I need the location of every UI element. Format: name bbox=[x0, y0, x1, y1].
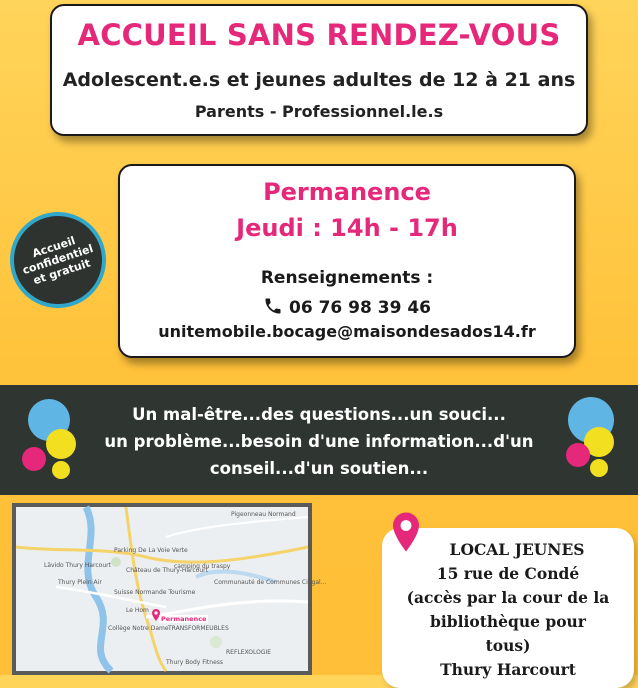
map-label-parking: Parking De La Voie Verte bbox=[114, 547, 188, 554]
decor-dot-yellow-small-left bbox=[52, 461, 70, 479]
band-line-2: un problème...besoin d'une information...d'un bbox=[104, 432, 534, 451]
map-label-pigeonneau: Pigeonneau Normand bbox=[231, 511, 296, 518]
location-line-2: 15 rue de Condé bbox=[436, 564, 580, 583]
band-text bbox=[70, 401, 568, 482]
permanence-title: Permanence bbox=[263, 178, 431, 206]
map-label-chateau: Château de Thury-Harcourt bbox=[126, 567, 208, 574]
badge-text: Accueil confidentiel et gratuit bbox=[20, 234, 95, 288]
map-label-transformeubles: TRANSFORMEUBLES bbox=[168, 625, 229, 632]
map-label-suisse: Suisse Normande Tourisme bbox=[114, 589, 196, 596]
map-label-camping: camping du traspy bbox=[174, 563, 231, 570]
phone-icon bbox=[263, 296, 283, 316]
decor-dot-pink-left bbox=[22, 447, 46, 471]
band-line-3: conseil...d'un soutien... bbox=[209, 459, 429, 478]
location-line-3: (accès par la cour de la bbox=[406, 588, 610, 607]
band-line-1: Un mal-être...des questions...un souci... bbox=[132, 405, 506, 424]
location-line-5: tous) bbox=[485, 636, 531, 655]
map-marker-label: Permanence bbox=[161, 615, 207, 623]
map-label-college: Collège Notre Dame bbox=[108, 625, 169, 632]
map-label-lavido: Lävido Thury Harcourt bbox=[44, 562, 111, 569]
email-link[interactable]: unitemobile.bocage@maisondesados14.fr bbox=[158, 322, 536, 341]
message-band bbox=[0, 385, 638, 495]
header-title: ACCUEIL SANS RENDEZ-VOUS bbox=[77, 18, 561, 52]
location-text bbox=[382, 538, 634, 682]
location-line-1: LOCAL JEUNES bbox=[449, 540, 585, 559]
confidential-badge bbox=[0, 200, 118, 321]
map-pin-icon bbox=[393, 512, 419, 552]
info-label: Renseignements : bbox=[260, 268, 434, 288]
decor-dot-pink-right bbox=[566, 443, 590, 467]
location-line-4: bibliothèque pour bbox=[430, 612, 586, 631]
map-label-thury-plein-air: Thury Plein Air bbox=[58, 579, 102, 586]
map-label-le-hom: Le Hom bbox=[126, 607, 149, 614]
location-line-6: Thury Harcourt bbox=[440, 660, 576, 679]
header-card bbox=[50, 4, 588, 136]
location-map[interactable] bbox=[12, 503, 327, 675]
map-label-thury-body: Thury Body Fitness bbox=[166, 659, 224, 666]
permanence-schedule: Jeudi : 14h - 17h bbox=[236, 214, 458, 242]
location-card bbox=[382, 528, 634, 688]
map-label-communes: Communauté de Communes Cingal... bbox=[214, 579, 327, 586]
decor-dot-yellow-small-right bbox=[590, 459, 608, 477]
audience-subtitle: Adolescent.e.s et jeunes adultes de 12 à 21 ans bbox=[62, 69, 576, 91]
permanence-card bbox=[118, 164, 576, 358]
phone-number[interactable]: 06 76 98 39 46 bbox=[289, 298, 431, 318]
map-label-reflexologie: REFLEXOLOGIE bbox=[226, 649, 272, 656]
phone-row bbox=[120, 296, 574, 318]
others-subtitle: Parents - Professionnel.le.s bbox=[194, 102, 444, 121]
